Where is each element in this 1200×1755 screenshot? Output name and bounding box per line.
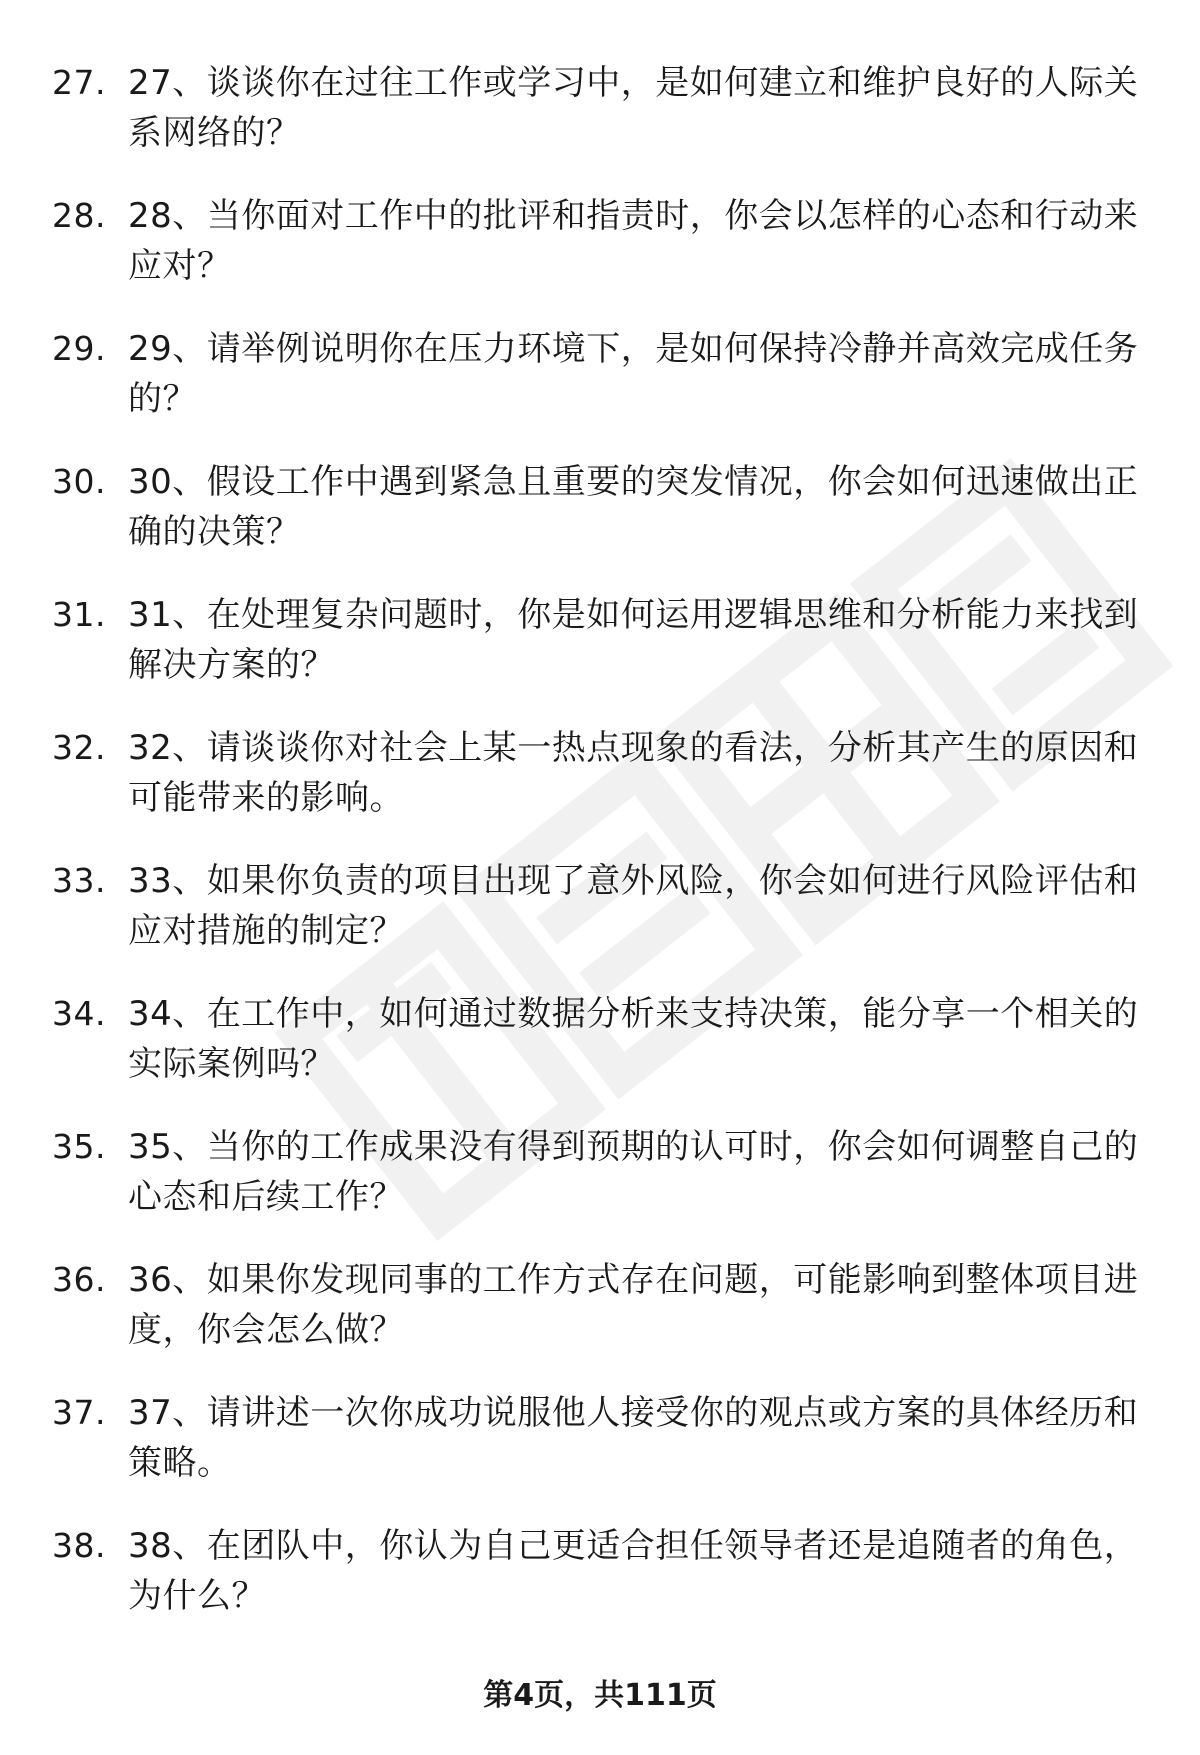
question-number: 33.	[52, 861, 106, 900]
list-item	[52, 191, 1152, 291]
question-list	[52, 58, 1152, 1654]
list-item	[52, 324, 1152, 424]
question-number: 36.	[52, 1260, 106, 1299]
question-text: 38、在团队中，你认为自己更适合担任领导者还是追随者的角色，为什么？	[128, 1526, 1139, 1616]
question-text: 29、请举例说明你在压力环境下，是如何保持冷静并高效完成任务的？	[128, 329, 1139, 419]
list-item	[52, 590, 1152, 690]
list-item	[52, 58, 1152, 158]
question-text: 37、请讲述一次你成功说服他人接受你的观点或方案的具体经历和策略。	[128, 1393, 1139, 1483]
question-number: 34.	[52, 994, 106, 1033]
question-number: 35.	[52, 1127, 106, 1166]
question-text: 35、当你的工作成果没有得到预期的认可时，你会如何调整自己的心态和后续工作？	[128, 1127, 1139, 1217]
question-number: 32.	[52, 728, 106, 767]
question-text: 32、请谈谈你对社会上某一热点现象的看法，分析其产生的原因和可能带来的影响。	[128, 728, 1139, 818]
list-item	[52, 1122, 1152, 1222]
question-number: 28.	[52, 196, 106, 235]
question-text: 31、在处理复杂问题时，你是如何运用逻辑思维和分析能力来找到解决方案的？	[128, 595, 1139, 685]
question-number: 29.	[52, 329, 106, 368]
page-footer: 第4页，共111页	[483, 1678, 717, 1713]
question-number: 38.	[52, 1526, 106, 1565]
question-number: 37.	[52, 1393, 106, 1432]
list-item	[52, 856, 1152, 956]
list-item	[52, 457, 1152, 557]
question-number: 31.	[52, 595, 106, 634]
question-number: 30.	[52, 462, 106, 501]
question-text: 30、假设工作中遇到紧急且重要的突发情况，你会如何迅速做出正确的决策？	[128, 462, 1139, 552]
list-item	[52, 1255, 1152, 1355]
question-number: 27.	[52, 63, 106, 102]
list-item	[52, 989, 1152, 1089]
list-item	[52, 1521, 1152, 1621]
question-text: 34、在工作中，如何通过数据分析来支持决策，能分享一个相关的实际案例吗？	[128, 994, 1139, 1084]
list-item	[52, 1388, 1152, 1488]
question-text: 36、如果你发现同事的工作方式存在问题，可能影响到整体项目进度，你会怎么做？	[128, 1260, 1139, 1350]
list-item	[52, 723, 1152, 823]
question-text: 28、当你面对工作中的批评和指责时，你会以怎样的心态和行动来应对？	[128, 196, 1139, 286]
question-text: 27、谈谈你在过往工作或学习中，是如何建立和维护良好的人际关系网络的？	[128, 63, 1139, 153]
question-text: 33、如果你负责的项目出现了意外风险，你会如何进行风险评估和应对措施的制定？	[128, 861, 1139, 951]
